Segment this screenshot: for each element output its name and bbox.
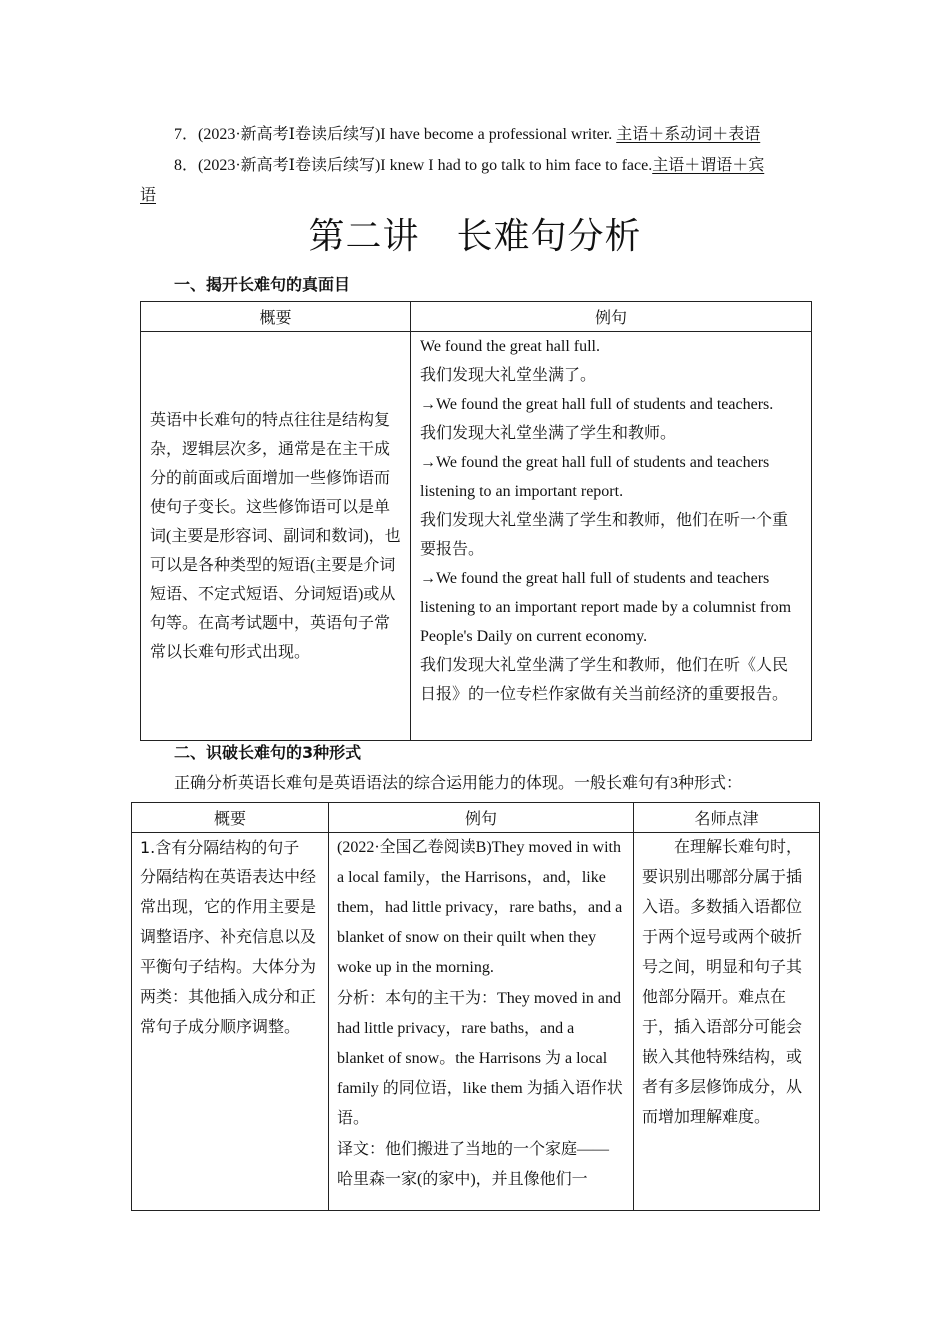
section2-intro: 正确分析英语长难句是英语语法的综合运用能力的体现。一般长难句有3种形式：	[174, 775, 743, 792]
item-7-text: 7．(2023·新高考Ⅰ卷读后续写)I have become a professional writer.	[174, 126, 613, 143]
item-8-answer: 主语＋谓语＋宾	[652, 157, 765, 174]
example-line: 我们发现大礼堂坐满了学生和教师。	[420, 425, 677, 442]
overview-table	[140, 301, 812, 741]
example-line: 我们发现大礼堂坐满了学生和教师，他们在听《人民日报》的一位专栏作家做有关当前经济的重要报告。	[420, 657, 789, 703]
analysis-text: 本句的主干为：They moved in and had little privacy，rare baths，and a blanket of snow。the Harrisons 为 a local family 的同位语，like them 为插入语作状语。	[337, 990, 623, 1127]
translation	[337, 1134, 625, 1195]
item-8	[174, 155, 764, 177]
table1-examples-cell	[411, 332, 812, 741]
item-7	[174, 124, 760, 146]
table2-tip-cell	[634, 833, 820, 1211]
table2-summary-cell	[132, 833, 329, 1211]
section2-heading: 二、识破长难句的3种形式	[174, 743, 362, 762]
example-line: →We found the great hall full of students and teachers.	[420, 396, 774, 413]
example-line: →We found the great hall full of students and teachers listening to an important report made by a columnist from People's Daily on current economy.	[420, 570, 792, 645]
analysis	[337, 983, 625, 1134]
item-7-answer: 主语＋系动词＋表语	[616, 126, 761, 143]
lecture-title: 第二讲 长难句分析	[308, 216, 642, 256]
item-8-text: 8．(2023·新高考Ⅰ卷读后续写)I knew I had to go talk to him face to face.	[174, 157, 653, 174]
tip-text: 在理解长难句时，要识别出哪部分属于插入语。多数插入语都位于两个逗号或两个破折号之间，明显和句子其他部分隔开。难点在于，插入语部分可能会嵌入其他特殊结构，或者有多层修饰成分，从而增加理解难度。	[642, 839, 803, 1126]
example-line: 我们发现大礼堂坐满了。	[420, 367, 597, 384]
example-line: We found the great hall full.	[420, 338, 600, 355]
item-8-answer-cont: 语	[140, 187, 157, 204]
table2-example-cell	[329, 833, 634, 1211]
forms-table	[131, 802, 820, 1211]
table1-header-summary: 概要	[141, 302, 411, 332]
table2-header-examples: 例句	[329, 803, 634, 833]
example-sentence: (2022·全国乙卷阅读B)They moved in with a local family，the Harrisons，and，like them，had little privacy，rare baths，and a blanket of snow on their quilt when they woke up in the morning.	[337, 839, 623, 976]
translation-text: 他们搬进了当地的一个家庭——哈里森一家(的家中)，并且像他们一	[337, 1141, 610, 1188]
example-line: 我们发现大礼堂坐满了学生和教师，他们在听一个重要报告。	[420, 512, 789, 558]
table1-summary-cell	[141, 332, 411, 741]
summary-title: 1.含有分隔结构的句子	[140, 838, 300, 857]
table2-header-summary: 概要	[132, 803, 329, 833]
table2-header-tips: 名师点津	[634, 803, 820, 833]
analysis-label: 分析：	[337, 988, 386, 1007]
section1-heading: 一、揭开长难句的真面目	[174, 275, 351, 294]
table1-header-examples: 例句	[411, 302, 812, 332]
example-line: →We found the great hall full of students and teachers listening to an important report.	[420, 454, 770, 500]
summary-body: 分隔结构在英语表达中经常出现，它的作用主要是调整语序、补充信息以及平衡句子结构。大体分为两类：其他插入成分和正常句子成分顺序调整。	[140, 869, 317, 1036]
translation-label: 译文：	[337, 1139, 386, 1158]
table1-summary-text: 英语中长难句的特点往往是结构复杂，逻辑层次多，通常是在主干成分的前面或后面增加一些修饰语而使句子变长。这些修饰语可以是单词(主要是形容词、副词和数词)，也可以是各种类型的短语(主要是介词短语、不定式短语、分词短语)或从句等。在高考试题中，英语句子常常以长难句形式出现。	[150, 411, 401, 661]
